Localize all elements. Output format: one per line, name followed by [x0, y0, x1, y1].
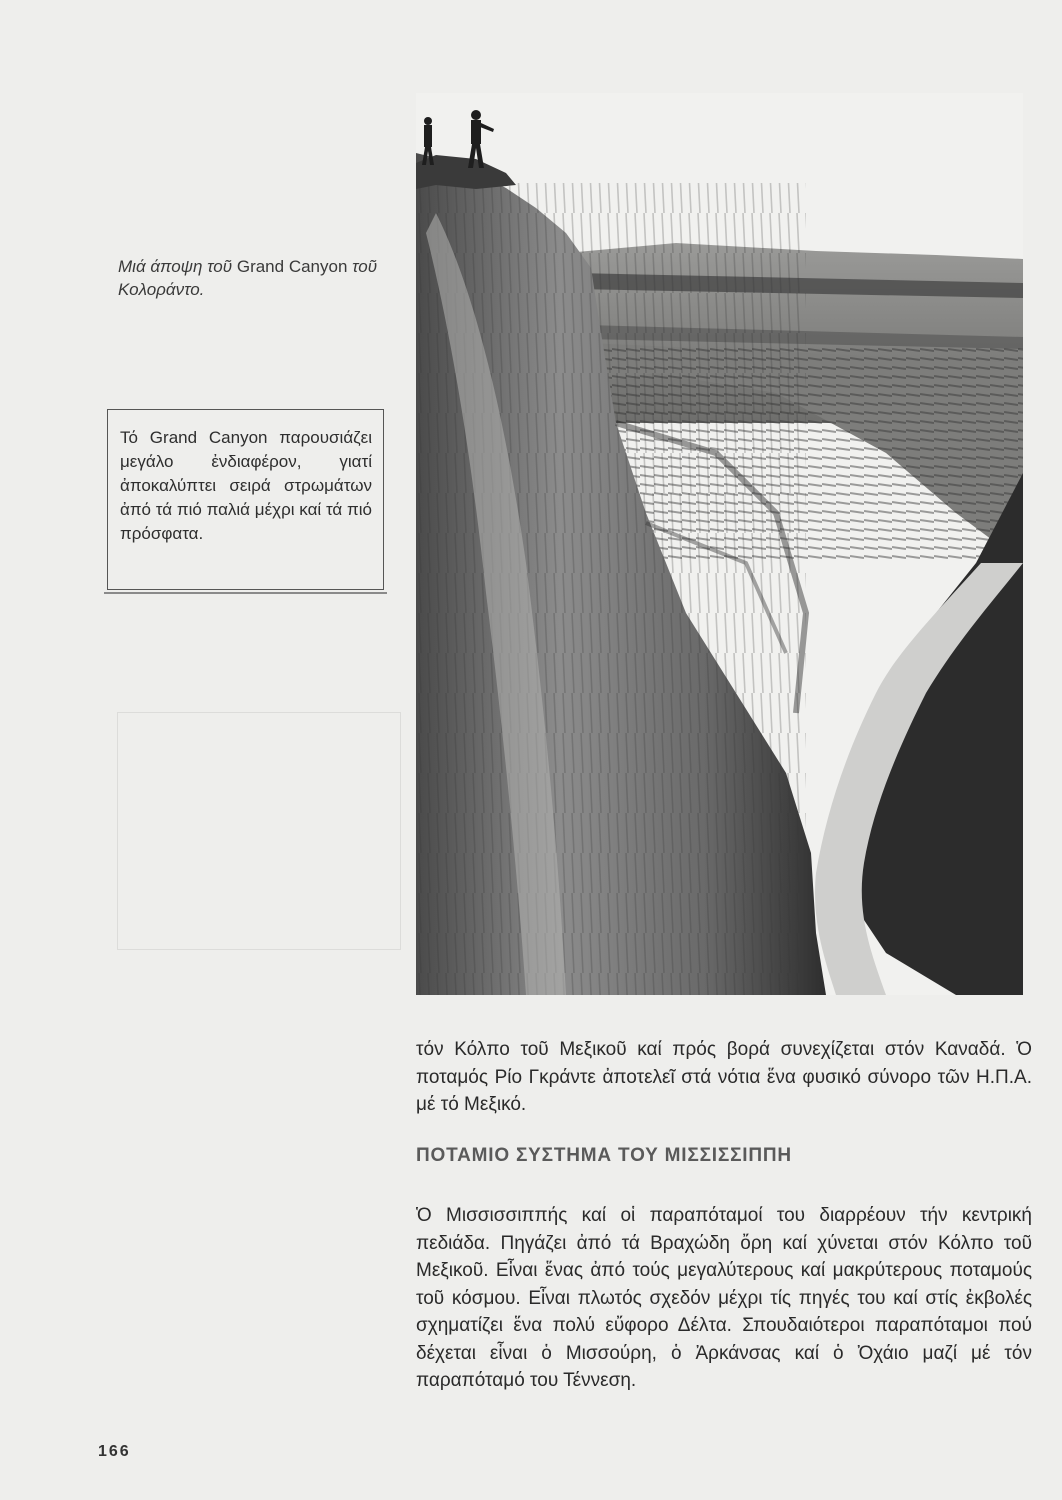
note-box — [107, 409, 384, 590]
caption-name: Grand Canyon — [236, 257, 348, 276]
page-number: 166 — [98, 1443, 131, 1460]
note-box-shadow — [104, 592, 387, 594]
caption-italic-end: τοῦ Κολοράντο. — [118, 257, 378, 299]
note-text: Τό Grand Canyon παρουσιάζει μεγάλο ἐνδιαφέρον, γιατί ἀποκαλύπτει σειρά στρωμάτων ἀπό τά πιό παλιά μέχρι καί τά πιό πρόσφατα. — [120, 428, 372, 543]
caption-italic-start: Μιά άποψη τοῦ — [118, 257, 233, 276]
photo-caption — [118, 255, 388, 301]
bleed-through-box — [117, 712, 401, 950]
grand-canyon-photo — [416, 93, 1023, 995]
body-paragraph-1: τόν Κόλπο τοῦ Μεξικοῦ καί πρός βορά συνεχίζεται στόν Καναδά. Ὁ ποταμός Ρίο Γκράντε ἀποτελεῖ στά νότια ἕνα φυσικό σύνορο τῶν Η.Π.Α. μέ τό Μεξικό. — [416, 1039, 1032, 1115]
canyon-photo-illustration — [416, 93, 1023, 995]
section-heading: ΠΟΤΑΜΙΟ ΣΥΣΤΗΜΑ ΤΟΥ ΜΙΣΣΙΣΣΙΠΠΗ — [416, 1145, 792, 1166]
body-paragraph-2: Ὁ Μισσισσιππής καί οἱ παραπόταμοί του διαρρέουν τήν κεντρική πεδιάδα. Πηγάζει ἀπό τά Βραχώδη ὄρη καί χύνεται στόν Κόλπο τοῦ Μεξικοῦ. Εἶναι ἕνας ἀπό τούς μεγαλύτερους καί μακρύτερους ποταμούς τοῦ κόσμου. Εἶναι πλωτός σχεδόν μέχρι τίς πηγές του καί στίς ἐκβολές σχηματίζει ἕνα πολύ εὔφορο Δέλτα. Σπουδαιότεροι παραπόταμοι πού δέχεται εἶναι ὁ Μισσούρη, ὁ Ἀρκάνσας καί ὁ Ὀχάιο μαζί μέ τόν παραπόταμό του Τέννεση. — [416, 1205, 1032, 1391]
